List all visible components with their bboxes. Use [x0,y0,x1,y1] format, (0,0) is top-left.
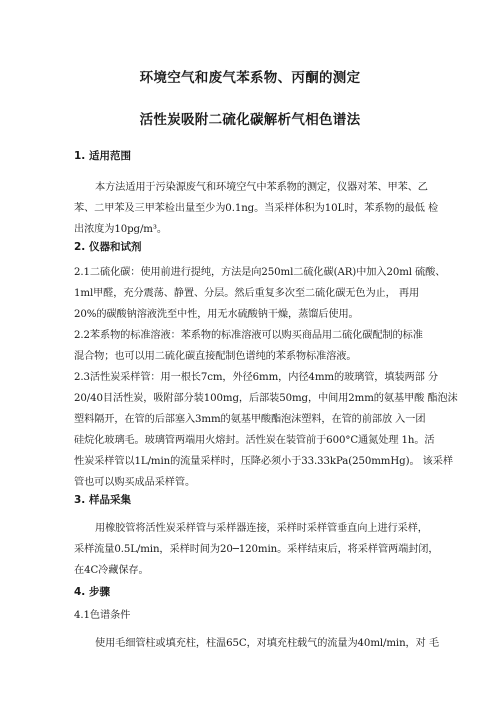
paragraph-line: 性炭采样管以1L/min的流量采样时，压降必须小于33.33kPa(250mmHg)。 该采样 [74,456,453,467]
paragraph-line: 硅烷化玻璃毛。玻璃管两端用火熔封。活性炭在装管前于600°C通氮处理 1h。活 [74,435,435,446]
paragraph-line: 本方法适用于污染源废气和环境空气中苯系物的测定，仪器对苯、甲苯、乙 [95,182,428,193]
paragraph-line: 苯、二甲苯及三甲苯检出量至少为0.1ng。当采样体积为10L时，苯系物的最低 检 [74,203,439,214]
paragraph-line: 2.2苯系物的标准溶液：苯系物的标准溶液可以购买商品用二硫化碳配制的标准 [74,330,423,341]
paragraph-line: 2.1二硫化碳：使用前进行提纯，方法是向250ml二硫化碳(AR)中加入20ml 硫酸、 [74,267,446,278]
paragraph-line: 20/40目活性炭，吸附部分装100mg，后部装50mg，中间用2mm的氨基甲酸 酯泡沫 [74,393,458,404]
paragraph-line: 采样流量0.5L/min，采样时间为20─120min。采样结束后，将采样管两端封闭， [74,544,439,555]
paragraph-line: 塑料隔开，在管的后部塞入3mm的氨基甲酸酯泡沫塑料，在管的前部放 入一团 [74,414,426,425]
paragraph-line: 使用毛细管柱或填充柱，柱温65C，对填充柱载气的流量为40ml/min，对 毛 [95,638,439,649]
paragraph-line: 管也可以购买成品采样管。 [74,477,196,488]
paragraph-line: 1ml甲醛，充分震荡、静置、分层。然后重复多次至二硫化碳无色为止， 再用 [74,288,420,299]
section-heading-procedure: 4. 步骤 [74,586,110,598]
section-heading-scope: 1. 适用范围 [74,150,131,162]
paragraph-line: 20%的碳酸钠溶液洗至中性，用无水硫酸钠干燥，蒸馏后使用。 [74,309,359,320]
paragraph-line: 出浓度为10pg/m³。 [74,224,167,235]
section-heading-instruments: 2. 仪器和试剂 [74,241,142,253]
subsection-heading: 4.1色谱条件 [74,610,131,621]
paragraph-line: 混合物；也可以用二硫化碳直接配制色谱纯的苯系物标准溶液。 [74,351,357,362]
paragraph-line: 用橡胶管将活性炭采样管与采样器连接，采样时采样管垂直向上进行采样， [95,523,428,534]
paragraph-line: 2.3活性炭采样管：用一根长7cm，外径6mm，内径4mm的玻璃管，填装两部 分 [74,372,438,383]
paragraph-line: 在4C冷藏保存。 [74,565,149,576]
document-subtitle: 活性炭吸附二硫化碳解析气相色谱法 [139,112,361,128]
document-title: 环境空气和废气苯系物、丙酮的测定 [139,70,361,86]
section-heading-sampling: 3. 样品采集 [74,494,131,506]
